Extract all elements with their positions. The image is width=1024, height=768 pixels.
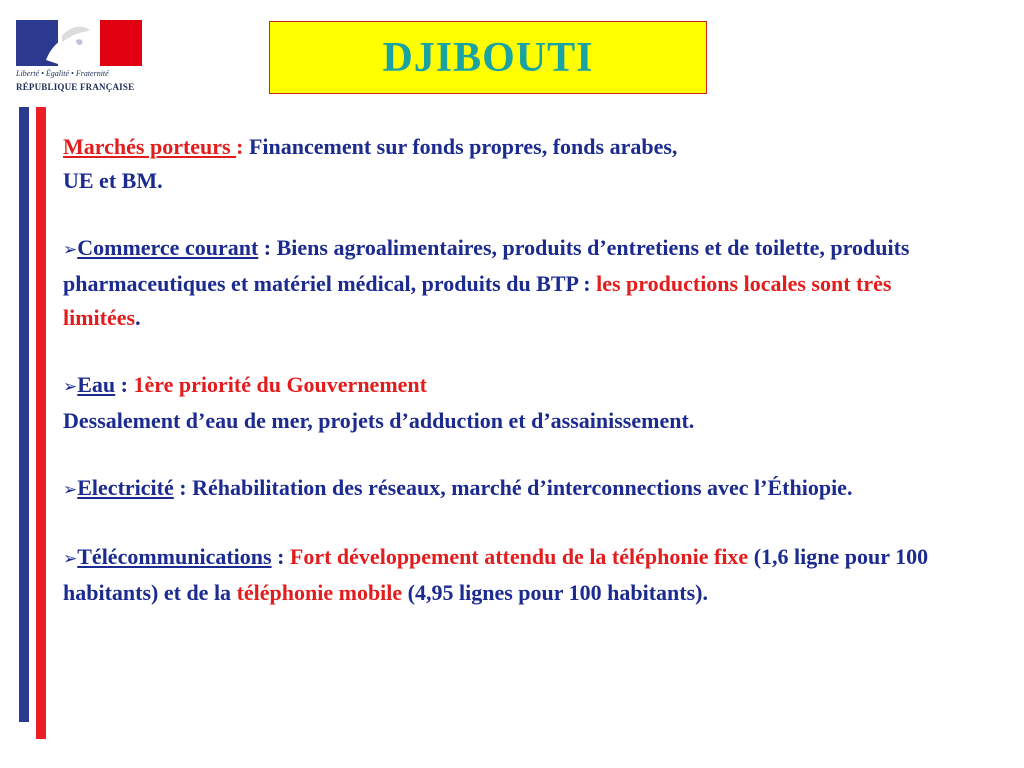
commerce-label: Commerce courant: [77, 235, 259, 260]
arrowhead-icon: ➢: [63, 377, 78, 397]
telecom-highlight-mobile: téléphonie mobile: [236, 580, 403, 605]
intro-label: Marchés porteurs: [63, 134, 237, 159]
commerce-highlight: les productions locales sont très limitées: [63, 271, 892, 330]
telecom-text-2: (4,95 lignes pour 100 habitants).: [402, 580, 708, 605]
republique-francaise-logo: [16, 20, 142, 96]
telecom-highlight-fixe: Fort développement attendu de la téléphonie fixe: [289, 544, 749, 569]
eau-highlight: 1ère priorité du Gouvernement: [133, 372, 427, 397]
telecom-sep: :: [271, 544, 290, 569]
electricite-label: Electricité: [77, 475, 174, 500]
commerce-paragraph: [63, 231, 963, 335]
telecom-paragraph: [63, 540, 963, 610]
electricite-text: : Réhabilitation des réseaux, marché d’interconnections avec l’Éthiopie.: [173, 475, 853, 500]
intro-text-continued: UE et BM.: [63, 168, 163, 193]
arrowhead-icon: ➢: [63, 549, 78, 569]
slide-content: [63, 130, 963, 610]
marianne-flag-icon: [16, 20, 142, 66]
arrowhead-icon: ➢: [63, 480, 78, 500]
eau-sep: :: [115, 372, 134, 397]
eau-text: Dessalement d’eau de mer, projets d’adduction et d’assainissement.: [63, 408, 695, 433]
logo-republique-label: RÉPUBLIQUE FRANÇAISE: [16, 82, 135, 92]
eau-label: Eau: [77, 372, 116, 397]
arrowhead-icon: ➢: [63, 240, 78, 260]
intro-text: Financement sur fonds propres, fonds arabes,: [243, 134, 678, 159]
intro-colon: :: [236, 134, 244, 159]
eau-paragraph: [63, 368, 963, 438]
telecom-label: Télécommunications: [77, 544, 272, 569]
commerce-end: .: [135, 305, 141, 330]
red-side-bar: [36, 107, 46, 739]
commerce-text: : Biens agroalimentaires, produits d’entretiens et de toilette, produits pharmaceutiques et matériel médical, produits du BTP :: [63, 235, 910, 296]
electricite-paragraph: [63, 471, 963, 507]
slide-title-box: [269, 21, 707, 94]
logo-motto: Liberté • Égalité • Fraternité: [16, 69, 109, 78]
intro-paragraph: [63, 130, 963, 198]
telecom-text-1: (1,6 ligne pour 100 habitants) et de la: [63, 544, 929, 605]
slide-title: DJIBOUTI: [382, 34, 594, 81]
blue-side-bar: [19, 107, 29, 722]
